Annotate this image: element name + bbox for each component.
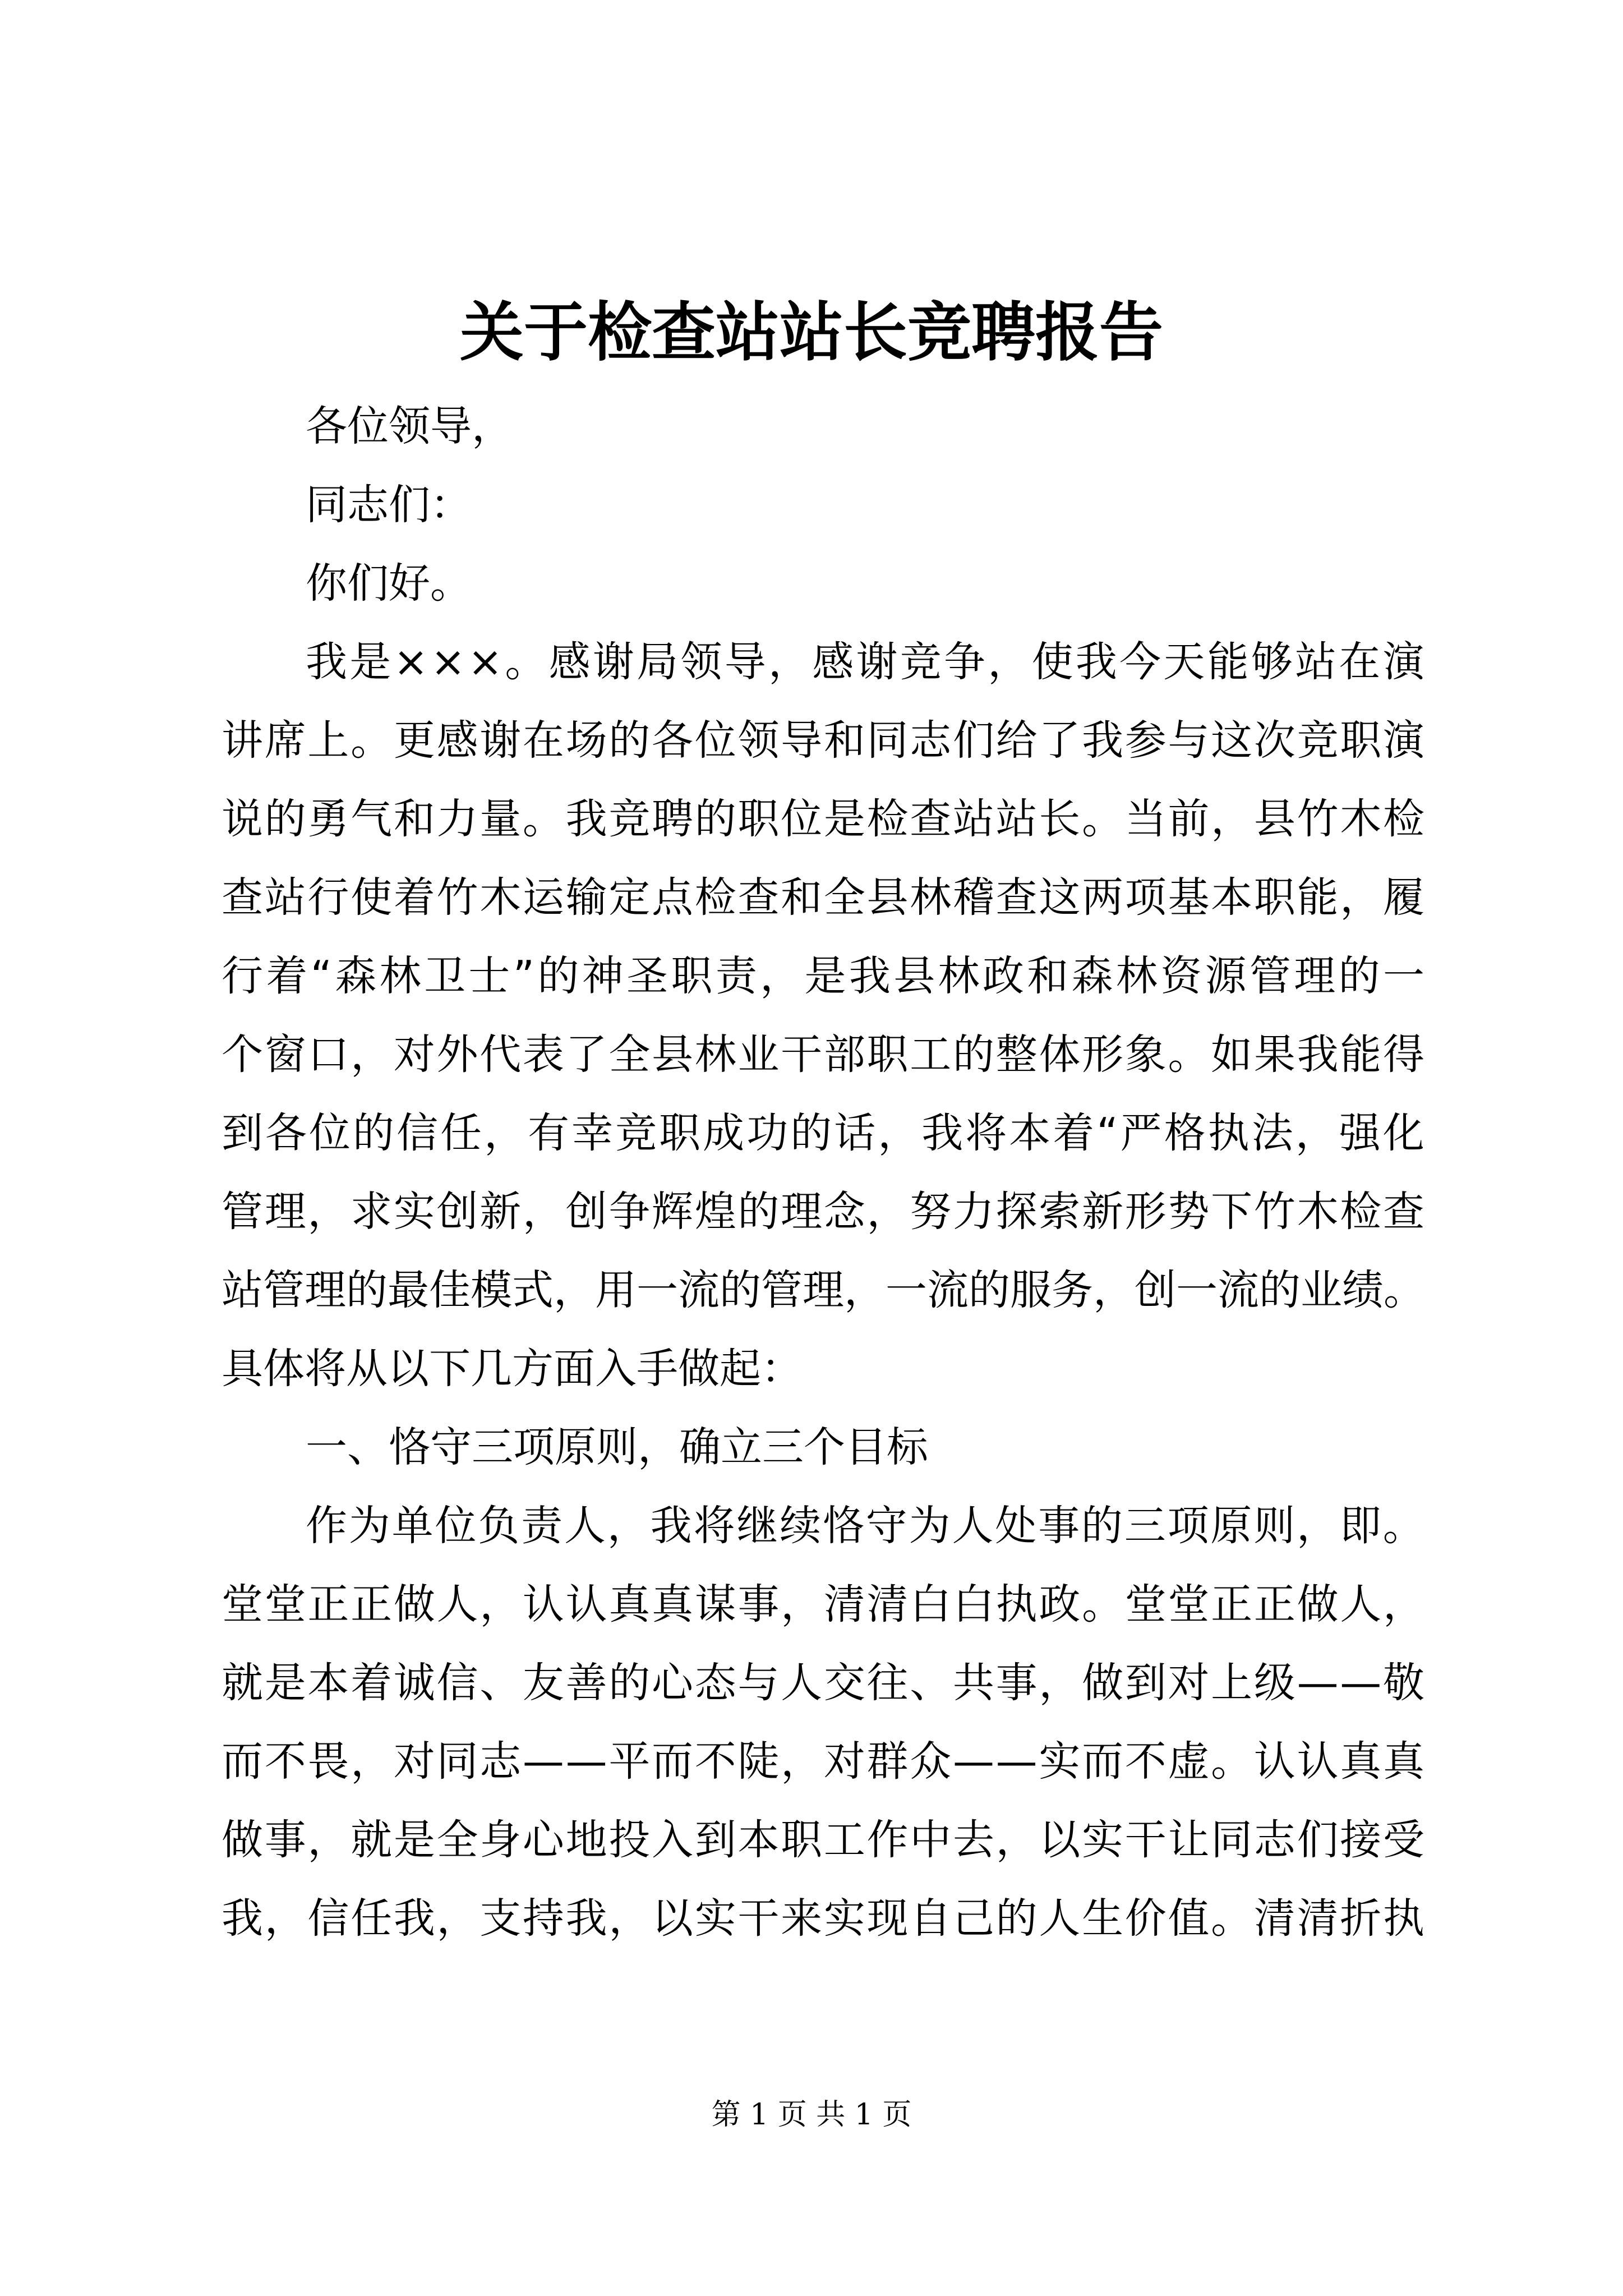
text-line: 我 是 × × × 。 感 谢 局 领 导 ， 感 谢 竞 争 ， 使 我 今 天 能 够 站 在 演 xyxy=(306,638,1424,686)
text-line: 堂 堂 正 正 做 人 ， 认 认 真 真 谋 事 ， 清 清 白 白 执 政 。 堂 堂 正 正 做 人 ， xyxy=(222,1580,1424,1628)
text-line: 你们好。 xyxy=(306,559,472,608)
text-line: 一、恪守三项原则，确立三个目标 xyxy=(306,1423,928,1471)
page-footer: 第 1 页 共 1 页 xyxy=(711,2098,912,2132)
document-title: 关于检查站站长竞聘报告 xyxy=(459,295,1163,370)
text-line: 做 事 ， 就 是 全 身 心 地 投 入 到 本 职 工 作 中 去 ， 以 实 干 让 同 志 们 接 受 xyxy=(222,1816,1424,1864)
text-line: 行 着 “ 森 林 卫 士 ” 的 神 圣 职 责 ， 是 我 县 林 政 和 森 林 资 源 管 理 的 一 xyxy=(222,952,1424,1000)
text-line: 而 不 畏 ， 对 同 志 — — 平 而 不 陡 ， 对 群 众 — — 实 而 不 虚 。 认 认 真 真 xyxy=(222,1737,1424,1786)
text-line: 管 理 ， 求 实 创 新 ， 创 争 辉 煌 的 理 念 ， 努 力 探 索 新 形 势 下 竹 木 检 查 xyxy=(222,1188,1424,1236)
text-line: 同志们： xyxy=(306,481,472,529)
text-line: 作 为 单 位 负 责 人 ， 我 将 继 续 恪 守 为 人 处 事 的 三 项 原 则 ， 即 。 xyxy=(306,1502,1424,1550)
text-line: 具体将从以下几方面入手做起： xyxy=(222,1345,803,1393)
text-line: 我 ， 信 任 我 ， 支 持 我 ， 以 实 干 来 实 现 自 己 的 人 生 价 值 。 清 清 折 执 xyxy=(222,1894,1424,1943)
document-body xyxy=(222,387,1424,1958)
text-line: 站 管 理 的 最 佳 模 式 ， 用 一 流 的 管 理 ， 一 流 的 服 务 ， 创 一 流 的 业 绩 。 xyxy=(222,1266,1425,1314)
text-line: 讲 席 上 。 更 感 谢 在 场 的 各 位 领 导 和 同 志 们 给 了 我 参 与 这 次 竞 职 演 xyxy=(222,716,1424,765)
text-line: 到 各 位 的 信 任 ， 有 幸 竞 职 成 功 的 话 ， 我 将 本 着 “ 严 格 执 法 ， 强 化 xyxy=(222,1109,1424,1157)
text-line: 说 的 勇 气 和 力 量 。 我 竞 聘 的 职 位 是 检 查 站 站 长 。 当 前 ， 县 竹 木 检 xyxy=(222,795,1424,843)
text-line: 查 站 行 使 着 竹 木 运 输 定 点 检 查 和 全 县 林 稽 查 这 两 项 基 本 职 能 ， 履 xyxy=(222,873,1424,922)
text-line: 各位领导， xyxy=(306,402,513,450)
text-line: 个 窗 口 ， 对 外 代 表 了 全 县 林 业 干 部 职 工 的 整 体 形 象 。 如 果 我 能 得 xyxy=(222,1030,1424,1079)
text-line: 就 是 本 着 诚 信 、 友 善 的 心 态 与 人 交 往 、 共 事 ， 做 到 对 上 级 — — 敬 xyxy=(222,1659,1424,1707)
